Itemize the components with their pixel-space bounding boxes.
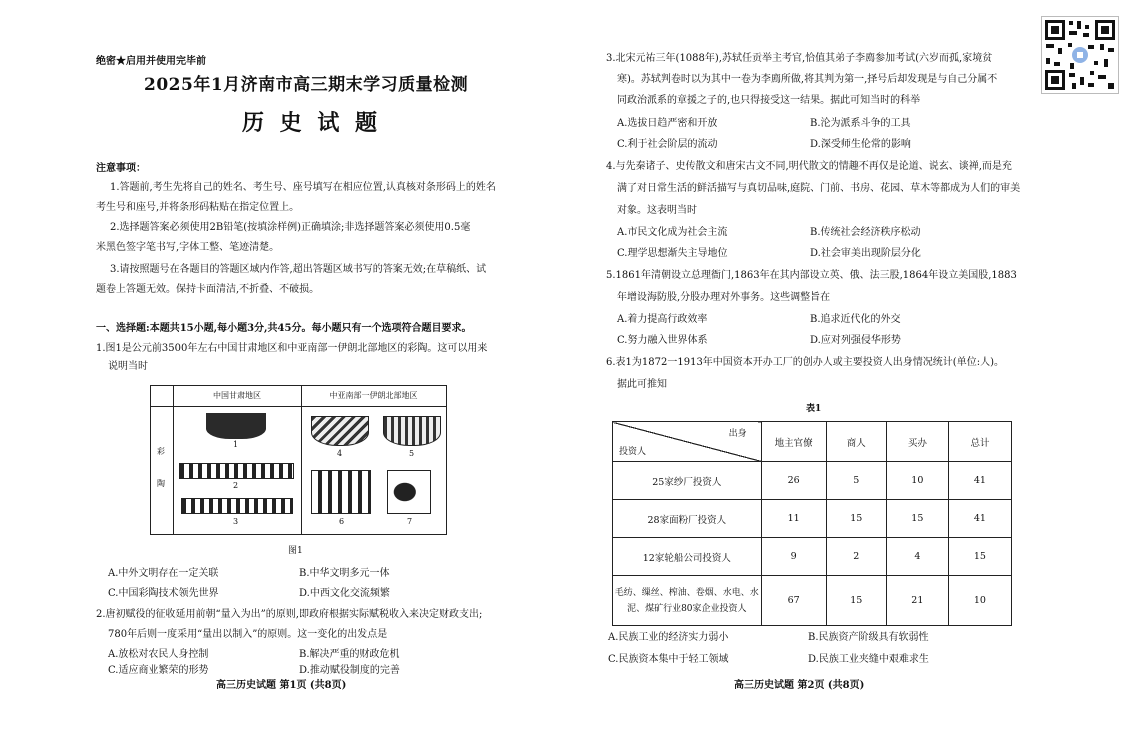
option: A.选拔日趋严密和开放 [617, 118, 718, 129]
question-2-stem: 2.唐初赋役的征收延用前朝“量入为出”的原则,即政府根据实际赋税收入来决定财政支出; [96, 609, 483, 620]
option: B.追求近代化的外交 [810, 314, 901, 325]
table-cell: 41 [948, 462, 1011, 500]
option: B.中华文明多元一体 [299, 568, 390, 579]
notice-line: 考生号和座号,并将条形码粘贴在指定位置上。 [96, 202, 300, 213]
table-header: 地主官僚 [761, 422, 826, 462]
pottery-image [311, 416, 369, 446]
table-cell: 9 [761, 538, 826, 576]
table-row [613, 500, 1012, 538]
option: D.社会审美出现阶层分化 [810, 248, 921, 259]
table-1-caption: 表1 [806, 404, 822, 414]
qr-code-icon [1041, 16, 1119, 94]
table-cell: 26 [761, 462, 826, 500]
table-cell: 11 [761, 500, 826, 538]
figure-1-pottery: 中国甘肃地区 中亚南部一伊朗北部地区 彩 陶 1 2 3 4 5 6 7 [150, 385, 447, 535]
table-corner-cell [613, 422, 762, 462]
question-3-stem: 寒)。苏轼判卷时以为其中一卷为李廌所做,将其判为第一,择号后却发现是与自己分属不 [617, 74, 998, 85]
page-footer: 高三历史试题 第2页 (共8页) [734, 680, 865, 691]
option: A.中外文明存在一定关联 [108, 568, 219, 579]
question-5-stem: 5.1861年清朝设立总理衙门,1863年在其内部设立英、俄、法三股,1864年设立美国股,1883 [606, 270, 1017, 281]
pottery-fragment-image [387, 470, 431, 514]
option: C.利于社会阶层的流动 [617, 139, 718, 150]
table-cell: 15 [826, 500, 886, 538]
notice-line: 米黑色签字笔书写,字体工整、笔迹清楚。 [96, 242, 280, 253]
option: B.解决严重的财政危机 [299, 649, 400, 660]
option: B.民族资产阶级具有软弱性 [808, 632, 929, 643]
option: D.应对列强侵华形势 [810, 335, 901, 346]
table-header: 总计 [948, 422, 1011, 462]
figure-side-label: 彩 [157, 447, 165, 456]
option: B.沦为派系斗争的工具 [810, 118, 911, 129]
page-footer: 高三历史试题 第1页 (共8页) [216, 680, 347, 691]
figure-side-label: 陶 [157, 479, 165, 488]
notice-line: 题卷上答题无效。保持卡面清洁,不折叠、不破损。 [96, 284, 320, 295]
option: D.深受师生伦常的影响 [810, 139, 911, 150]
question-4-stem: 对象。这表明当时 [617, 205, 697, 216]
table-cell: 2 [826, 538, 886, 576]
pottery-band-image [181, 498, 293, 514]
table-cell: 15 [948, 538, 1011, 576]
table-row-label: 12家轮船公司投资人 [613, 538, 762, 576]
pottery-image [383, 416, 441, 446]
option: C.适应商业繁荣的形势 [108, 665, 209, 676]
table-corner-bottom: 投资人 [619, 447, 647, 457]
table-cell: 41 [948, 500, 1011, 538]
question-3-stem: 3.北宋元祐三年(1088年),苏轼任贡举主考官,恰值其弟子李廌参加考试(六岁而孤,家境贫 [606, 53, 993, 64]
notice-line: 1.答题前,考生先将自己的姓名、考生号、座号填写在相应位置,认真核对条形码上的姓名 [110, 182, 496, 193]
table-cell: 21 [886, 576, 948, 626]
table-corner-top: 出身 [728, 429, 747, 439]
table-cell: 15 [826, 576, 886, 626]
question-6-stem: 6.表1为1872一1913年中国资本开办工厂的创办人或主要投资人出身情况统计(单位:人)。 [606, 357, 1004, 368]
option: A.着力提高行政效率 [617, 314, 708, 325]
option: A.市民文化成为社会主流 [617, 227, 728, 238]
notice-line: 3.请按照题号在各题目的答题区域内作答,超出答题区域书写的答案无效;在草稿纸、试 [110, 264, 487, 275]
option: D.民族工业夹缝中艰难求生 [808, 654, 929, 665]
exam-title: 2025年1月济南市高三期末学习质量检测 [144, 75, 469, 95]
option: D.推动赋役制度的完善 [299, 665, 400, 676]
option: C.民族资本集中于轻工领域 [608, 654, 729, 665]
question-5-stem: 年增设海防股,分股办理对外事务。这些调整旨在 [617, 292, 831, 303]
option: A.放松对农民人身控制 [108, 649, 209, 660]
table-row-label: 毛纺、缫丝、榨油、卷烟、水电、水 泥、煤矿行业80家企业投资人 [613, 576, 762, 626]
notice-title: 注意事项： [96, 163, 146, 174]
subject-title: 历 史 试 题 [242, 110, 381, 136]
table-row-label: 25家纱厂投资人 [613, 462, 762, 500]
table-header: 商人 [826, 422, 886, 462]
question-2-stem: 780年后则一度采用“量出以制入”的原则。这一变化的出发点是 [108, 629, 388, 640]
table-row [613, 538, 1012, 576]
table-cell: 4 [886, 538, 948, 576]
section-heading: 一、选择题:本题共15小题,每小题3分,共45分。每小题只有一个选项符合题目要求。 [96, 323, 472, 334]
pottery-image [206, 413, 266, 439]
option: C.中国彩陶技术领先世界 [108, 588, 219, 599]
question-4-stem: 满了对日常生活的鲜活描写与真切品味,庭院、门前、书房、花园、草木等都成为人们的审美 [617, 183, 1021, 194]
table-row [613, 462, 1012, 500]
figure-1-caption: 图1 [288, 546, 303, 556]
table-cell: 10 [886, 462, 948, 500]
table-header: 买办 [886, 422, 948, 462]
table-cell: 67 [761, 576, 826, 626]
option: A.民族工业的经济实力弱小 [608, 632, 729, 643]
figure-col-gansu: 中国甘肃地区 [173, 386, 301, 407]
question-1-stem: 1.图1是公元前3500年左右中国甘肃地区和中亚南部一伊朗北部地区的彩陶。这可以用来 [96, 343, 488, 354]
table-cell: 10 [948, 576, 1011, 626]
option: D.中西文化交流频繁 [299, 588, 390, 599]
question-1-stem: 说明当时 [108, 361, 148, 372]
figure-col-central-asia: 中亚南部一伊朗北部地区 [301, 386, 446, 407]
table-cell: 15 [886, 500, 948, 538]
pottery-fragment-image [311, 470, 371, 514]
notice-line: 2.选择题答案必须使用2B铅笔(按填涂样例)正确填涂;非选择题答案必须使用0.5毫 [110, 222, 471, 233]
question-6-stem: 据此可推知 [617, 379, 667, 390]
pottery-band-image [179, 463, 294, 479]
confidential-mark: 绝密★启用并使用完毕前 [96, 56, 206, 67]
table-cell: 5 [826, 462, 886, 500]
option: C.努力融入世界体系 [617, 335, 708, 346]
table-row-label: 28家面粉厂投资人 [613, 500, 762, 538]
table-1 [612, 421, 1012, 626]
option: C.理学思想渐失主导地位 [617, 248, 728, 259]
option: B.传统社会经济秩序松动 [810, 227, 921, 238]
question-3-stem: 同政治派系的章援之子的,也只得接受这一结果。据此可知当时的科举 [617, 95, 921, 106]
question-4-stem: 4.与先秦诸子、史传散文和唐宋古文不同,明代散文的情趣不再仅是论道、说玄、谈禅,而是充 [606, 161, 1012, 172]
table-row [613, 576, 1012, 626]
